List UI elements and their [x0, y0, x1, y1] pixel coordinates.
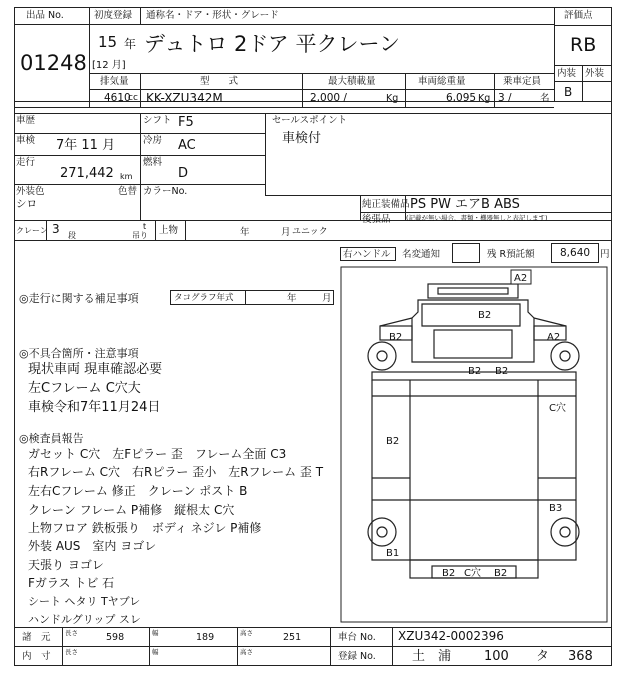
model-desc-label: 通称名・ドア・形状・グレード: [146, 10, 279, 21]
rating-value: RB: [570, 34, 597, 56]
inspector-line: 天張り ヨゴレ: [28, 558, 104, 572]
height-label: 高さ: [240, 629, 253, 637]
capacity-label: 乗車定員: [503, 76, 542, 87]
plate-class: 100: [484, 649, 509, 664]
damage-mark: B2: [442, 568, 456, 579]
displacement-label: 排気量: [100, 76, 129, 87]
divider: [155, 220, 156, 240]
lot-number: 01248: [20, 51, 87, 75]
ext-color-label: 外装色: [16, 186, 45, 197]
first-reg-year: 15: [98, 33, 118, 51]
car-name: デュトロ 2ドア 平クレーン: [144, 32, 401, 56]
plate-kana: タ: [536, 649, 550, 664]
dims-label: 諸 元: [22, 632, 51, 643]
divider: [245, 290, 246, 305]
first-reg-label: 初度登録: [94, 10, 133, 21]
max-load-value: 2,000 /: [310, 92, 347, 104]
mount-year-unit: 年: [240, 227, 250, 238]
divider: [14, 184, 265, 185]
deposit-value: 8,640: [560, 247, 591, 259]
divider: [14, 240, 612, 241]
divider: [392, 627, 393, 666]
aftermarket-note: (記載が無い場合、書類・機器無しと表記します): [406, 214, 548, 222]
mileage-label: 走行: [16, 157, 36, 168]
mount-month-unit: 月: [281, 227, 291, 238]
crane-maker: ユニック: [292, 227, 328, 237]
capacity-value: 3 /: [498, 92, 512, 104]
fuel-label: 燃料: [143, 157, 163, 168]
divider: [265, 195, 360, 196]
mileage-value: 271,442: [60, 166, 114, 181]
first-reg-year-unit: 年: [124, 37, 137, 51]
defect-line: 現状車両 現車確認必要: [28, 362, 163, 377]
inspection-label: 車検: [16, 135, 36, 146]
tacho-label: タコグラフ年式: [174, 293, 234, 303]
color-no-label2: カラーNo.: [143, 186, 188, 197]
crane-hoist-unit: 吊り: [132, 231, 148, 240]
gross-weight-label: 車両総重量: [418, 76, 466, 87]
defect-line: 車検令和7年11月24日: [28, 400, 161, 415]
length-label: 長さ: [65, 648, 78, 656]
damage-mark: B2: [494, 568, 508, 579]
exterior-rating-label: 外装: [585, 68, 605, 79]
chassis-value: XZU342-0002396: [398, 629, 504, 643]
interior-rating-label: 内装: [557, 68, 577, 79]
capacity-unit: 名: [540, 93, 550, 104]
damage-mark: B2: [478, 310, 492, 321]
divider: [554, 7, 555, 101]
equip-value: PS PW エアB ABS: [410, 197, 520, 212]
divider: [14, 113, 612, 114]
damage-mark: B1: [386, 548, 400, 559]
divider: [14, 627, 612, 628]
displacement-value: 4610: [104, 92, 131, 104]
mount-label: 上物: [159, 225, 179, 236]
mileage-unit: km: [120, 172, 133, 181]
divider: [185, 220, 186, 240]
divider: [302, 73, 303, 107]
inspector-line: ガセット C穴 左Fピラー 歪 フレーム全面 C3: [28, 447, 287, 461]
divider: [582, 65, 583, 101]
divider: [140, 7, 141, 24]
truck-diagram: [340, 266, 608, 624]
divider: [14, 107, 554, 108]
model-label: 型 式: [200, 76, 239, 87]
yen-unit: 円: [600, 249, 610, 260]
driving-notes-title: ◎走行に関する補足事項: [19, 292, 139, 305]
interior-rating-value: B: [564, 85, 573, 99]
shift-label: シフト: [143, 115, 172, 126]
first-reg-month: [12 月]: [92, 60, 126, 71]
lot-label: 出品 No.: [26, 10, 64, 21]
name-change-label: 名変通知: [402, 249, 441, 260]
defect-line: 左Cフレーム C穴大: [28, 381, 141, 396]
chassis-label: 車台 No.: [338, 632, 376, 643]
divider: [405, 73, 406, 107]
inspection-value: 7年 11 月: [56, 138, 116, 153]
ext-color-value: シロ: [16, 198, 37, 210]
remaining-label: 残 R預託額: [487, 249, 535, 260]
inspector-line: クレーン フレーム P補修 縦根太 C穴: [28, 503, 235, 517]
shift-value: F5: [178, 115, 194, 130]
divider: [14, 24, 554, 25]
divider: [360, 195, 612, 196]
tacho-month-unit: 月: [322, 293, 332, 304]
height-label: 高さ: [240, 648, 253, 656]
inspector-line: 右Rフレーム C穴 右Rピラー 歪小 左Rフレーム 歪 T: [28, 465, 324, 479]
crane-ton-unit: t: [143, 222, 147, 231]
ac-label: 冷房: [143, 135, 163, 146]
divider: [360, 195, 361, 220]
height-value: 251: [283, 632, 302, 643]
color-no-label: 色替: [118, 186, 138, 197]
divider: [330, 627, 331, 666]
damage-mark: C穴: [464, 568, 481, 579]
divider: [89, 89, 554, 90]
divider: [149, 627, 150, 666]
inspector-line: Fガラス トビ 石: [28, 576, 115, 590]
fuel-value: D: [178, 166, 189, 181]
divider: [14, 133, 265, 134]
divider: [554, 25, 612, 26]
inspector-line: シート ヘタリ Tヤブレ: [28, 595, 141, 608]
inspector-line: 左右Cフレーム 修正 クレーン ポスト B: [28, 484, 248, 498]
history-label: 車歴: [16, 115, 36, 126]
divider: [89, 7, 90, 107]
aftermarket-label: 後張品: [362, 214, 391, 225]
width-label: 幅: [152, 648, 159, 656]
displacement-unit: cc: [128, 93, 138, 103]
model-value: KK-XZU342M: [146, 91, 223, 105]
gross-weight-value: 6,095: [446, 92, 477, 104]
length-value: 598: [106, 632, 125, 643]
sales-point-label: セールスポイント: [272, 115, 348, 126]
interior-dims-label: 内 寸: [22, 651, 51, 662]
inspector-line: 外装 AUS 室内 ヨゴレ: [28, 539, 157, 553]
equip-label: 純正装備品: [362, 199, 410, 210]
divider: [554, 65, 612, 66]
divider: [62, 627, 63, 666]
gross-weight-unit: Kg: [478, 93, 491, 104]
crane-stages-unit: 段: [68, 231, 76, 240]
inspector-line: ハンドルグリップ スレ: [28, 613, 141, 626]
crane-label: クレーン: [16, 226, 48, 235]
divider: [237, 627, 238, 666]
divider: [14, 646, 612, 647]
divider: [140, 113, 141, 220]
damage-mark: C穴: [549, 403, 566, 414]
rating-label: 評価点: [564, 10, 593, 21]
plate-region: 土 浦: [412, 649, 452, 664]
damage-mark: B2: [389, 332, 403, 343]
damage-mark: B2: [386, 436, 400, 447]
crane-stages: 3: [52, 222, 60, 236]
damage-mark: A2: [514, 273, 528, 284]
width-value: 189: [196, 632, 215, 643]
plate-number: 368: [568, 649, 593, 664]
tacho-year-unit: 年: [287, 293, 297, 304]
divider: [265, 113, 266, 195]
max-load-unit: Kg: [386, 93, 399, 104]
name-change-box: [452, 243, 480, 263]
damage-mark: A2: [547, 332, 561, 343]
handle-value: 右ハンドル: [343, 249, 391, 260]
width-label: 幅: [152, 629, 159, 637]
divider: [554, 81, 612, 82]
sales-point-value: 車検付: [282, 131, 322, 146]
plate-label: 登録 No.: [338, 651, 376, 662]
inspector-line: 上物フロア 鉄板張り ボディ ネジレ P補修: [28, 521, 262, 535]
damage-mark: B2: [495, 366, 509, 377]
length-label: 長さ: [65, 629, 78, 637]
divider: [140, 73, 141, 107]
divider: [360, 212, 612, 213]
defects-title: ◎不具合箇所・注意事項: [19, 347, 139, 360]
divider: [89, 73, 554, 74]
divider: [494, 73, 495, 107]
damage-mark: B3: [549, 503, 563, 514]
divider: [14, 155, 265, 156]
inspector-title: ◎検査員報告: [19, 432, 84, 445]
damage-mark: B2: [468, 366, 482, 377]
ac-value: AC: [178, 138, 196, 153]
max-load-label: 最大積載量: [328, 76, 376, 87]
